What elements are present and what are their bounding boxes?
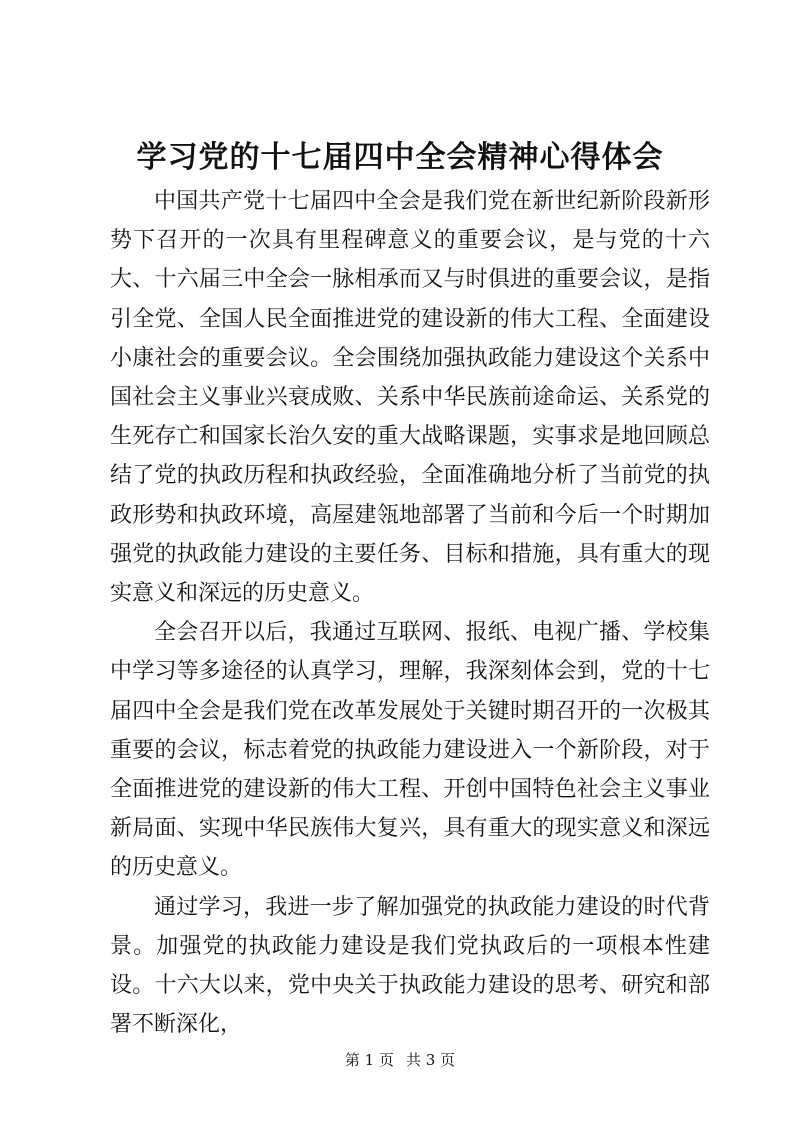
paragraph-1: 中国共产党十七届四中全会是我们党在新世纪新阶段新形势下召开的一次具有里程碑意义的重要会议，是与党的十六大、十六届三中全会一脉相承而又与时俱进的重要会议，是指引全党、全国人民全面推进党的建设新的伟大工程、全面建设小康社会的重要会议。全会围绕加强执政能力建设这个关系中国社会主义事业兴衰成败、关系中华民族前途命运、关系党的生死存亡和国家长治久安的重大战略课题，实事求是地回顾总结了党的执政历程和执政经验，全面准确地分析了当前党的执政形势和执政环境，高屋建瓴地部署了当前和今后一个时期加强党的执政能力建设的主要任务、目标和措施，具有重大的现实意义和深远的历史意义。: [110, 189, 710, 607]
page-number: 第 1 页: [344, 1051, 394, 1069]
document-body: [110, 182, 710, 1044]
page-total: 共 3 页: [406, 1051, 456, 1069]
paragraph-2: 全会召开以后，我通过互联网、报纸、电视广播、学校集中学习等多途径的认真学习，理解，我深刻体会到，党的十七届四中全会是我们党在改革发展处于关键时期召开的一次极其重要的会议，标志着党的执政能力建设进入一个新阶段，对于全面推进党的建设新的伟大工程、开创中国特色社会主义事业新局面、实现中华民族伟大复兴，具有重大的现实意义和深远的历史意义。: [110, 620, 710, 881]
document-title: 学习党的十七届四中全会精神心得体会: [136, 140, 664, 175]
paragraph-3: 通过学习，我进一步了解加强党的执政能力建设的时代背景。加强党的执政能力建设是我们党执政后的一项根本性建设。十六大以来，党中央关于执政能力建设的思考、研究和部署不断深化，: [110, 894, 710, 1038]
page-footer: [0, 1050, 800, 1070]
